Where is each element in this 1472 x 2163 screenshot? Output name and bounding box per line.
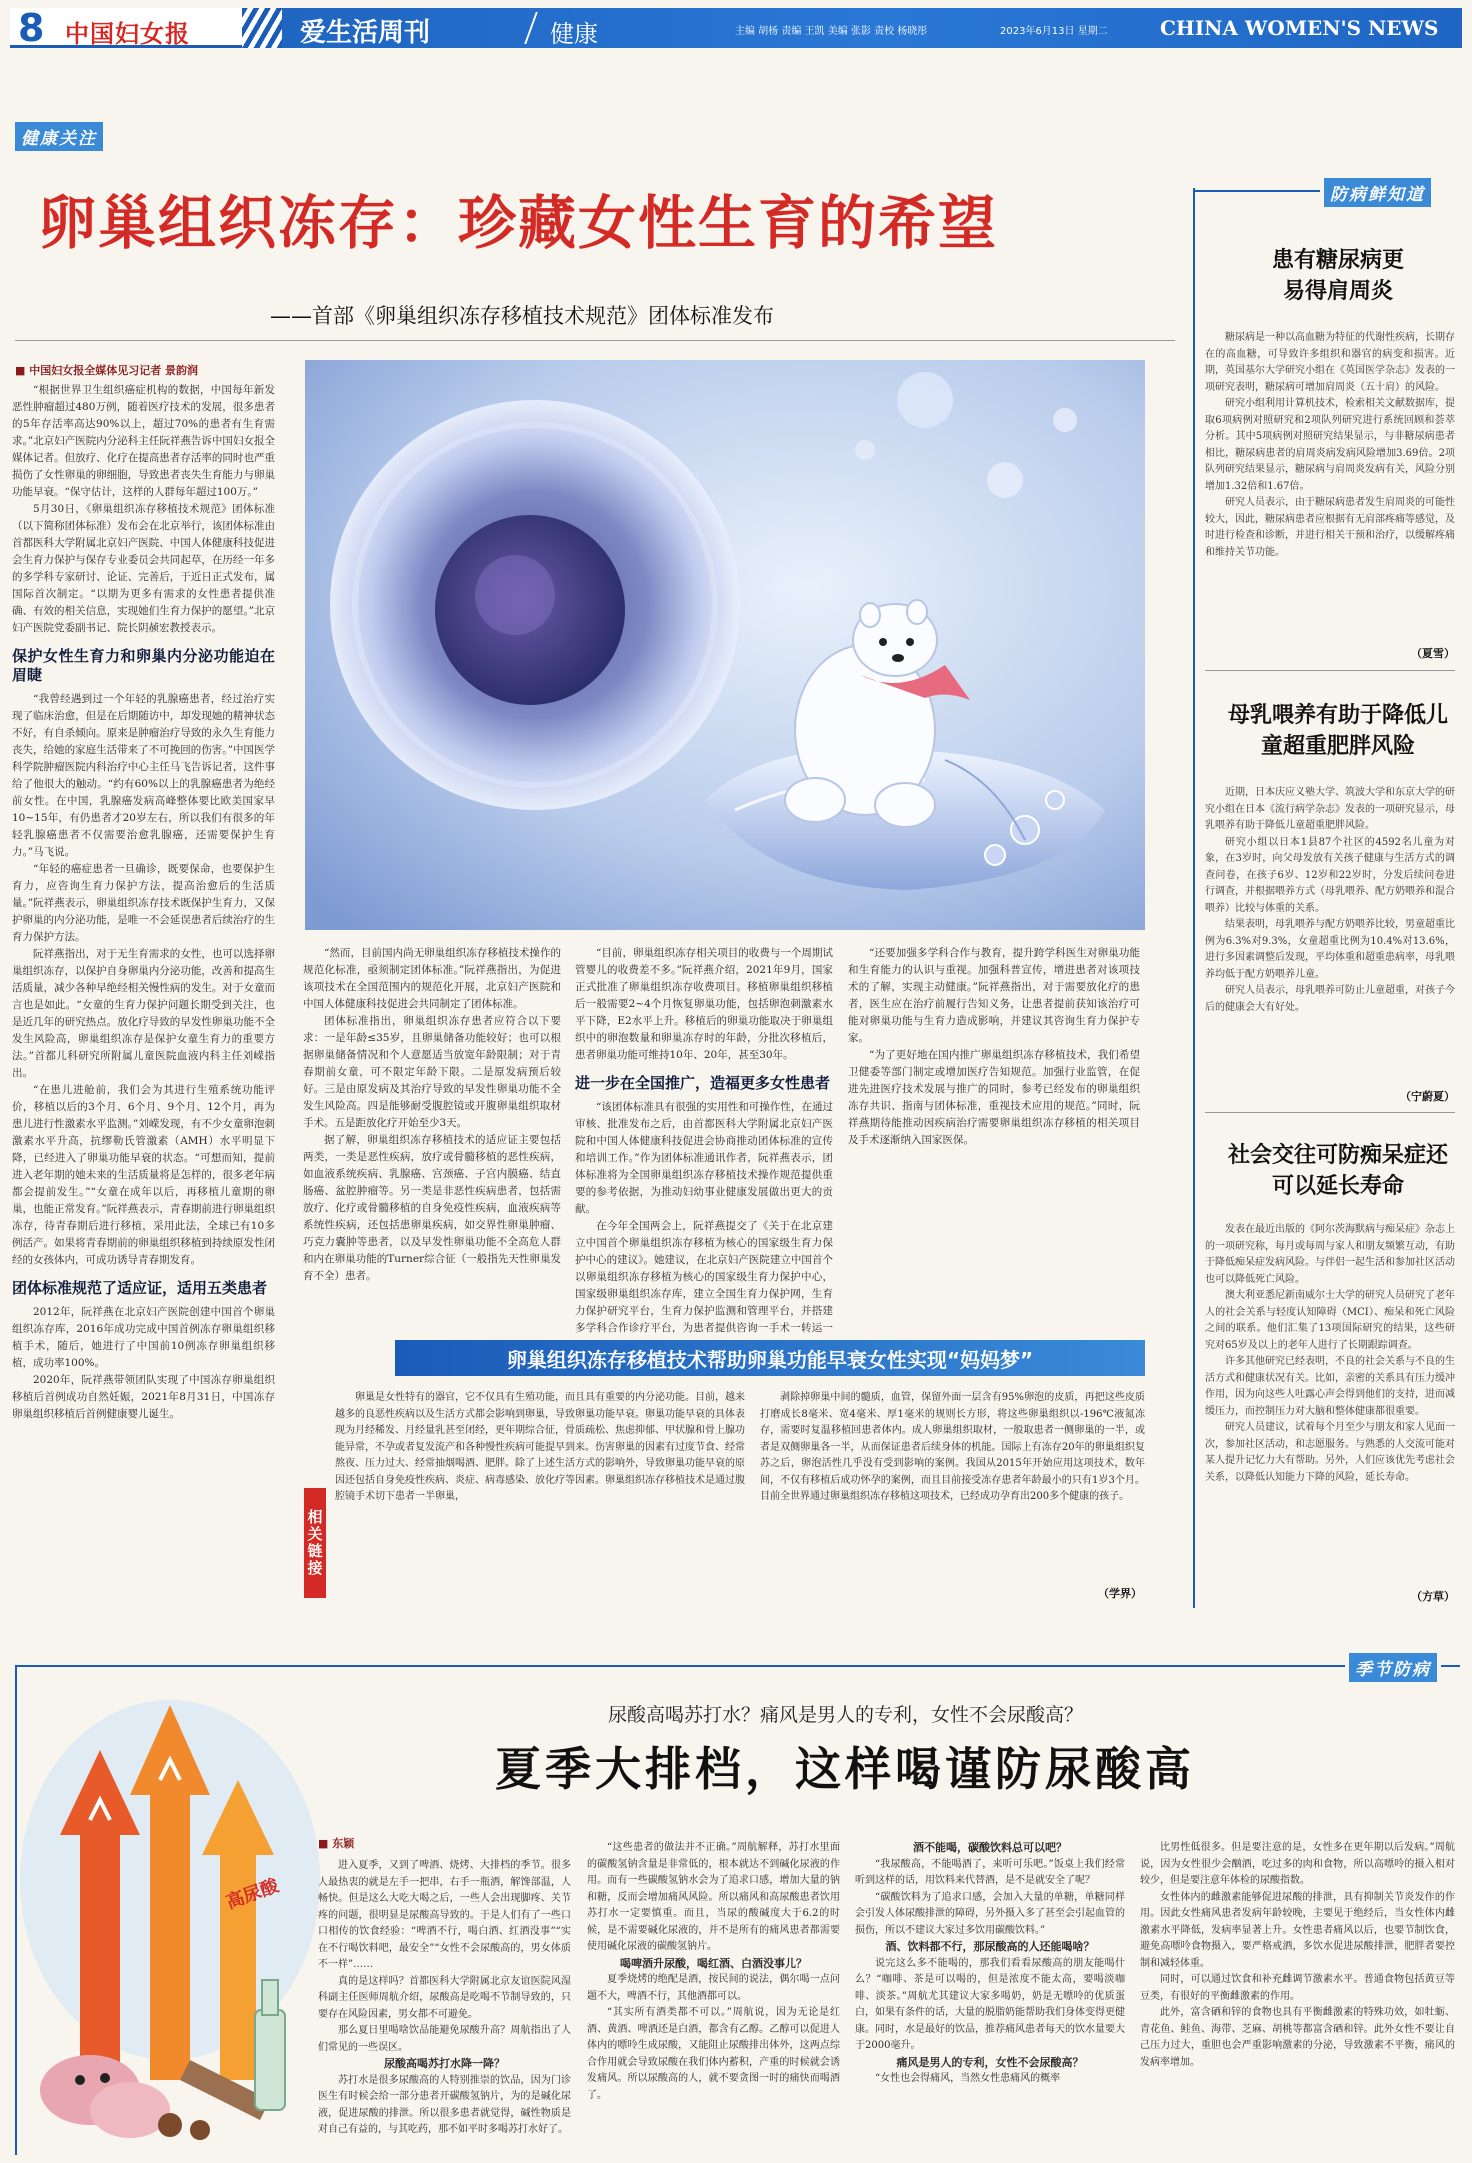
sidebar-article-3-source: （方草） — [1411, 1590, 1455, 1603]
uric-acid-cartoon-illustration — [20, 1680, 320, 2150]
paragraph: “女性也会得痛风，当然女性患痛风的概率 — [875, 2073, 1061, 2084]
paragraph: “碳酸饮料为了追求口感，会加入大量的单糖，单糖同样会引发人体尿酸排泄的障碍，另外摄入多了甚至会引起血管的损伤，所以不建议大家过多饮用碳酸饮料。” — [855, 1891, 1125, 1936]
bottom-kicker: 尿酸高喝苏打水？痛风是男人的专利，女性不会尿酸高？ — [608, 1704, 1084, 1726]
editors-line: 主编 胡杨 责编 王凯 美编 张影 责校 杨晓彤 — [735, 26, 928, 37]
related-link-label — [304, 1488, 326, 1598]
bottom-tag — [1345, 1653, 1441, 1682]
main-col-2 — [303, 945, 561, 1333]
sidebar-tag — [1320, 178, 1435, 207]
bottom-col-3 — [855, 1840, 1125, 2158]
main-subtitle: ——首部《卵巢组织冻存移植技术规范》团体标准发布 — [270, 304, 774, 328]
paragraph: 说完这么多不能喝的，那我们看看尿酸高的朋友能喝什么？“咖啡、茶是可以喝的，但是浓度不能太高，要喝淡咖啡、淡茶。”周航尤其建议大家多喝奶，奶是无嘌呤的优质蛋白，如果有条件的话，大量的脱脂奶能帮助我们身体变得更健康。同时，水是最好的饮品，推荐痛风患者每天的饮水量要大于2000毫升。 — [855, 1957, 1125, 2051]
paragraph: 进入夏季，又到了啤酒、烧烤、大排档的季节。很多人最热衷的就是左手一把串，右手一瓶酒，解馋部温，人畅快。但是这么大吃大喝之后，一些人会出现脚疼、关节疼的问题，很明显是尿酸高导致的。于是人们有了一些口口相传的饮食经验：“啤酒不行，喝白酒、红酒没事”“实在不行喝饮料吧，最安全”“女性不会尿酸高的，男女体质不一样”…… — [318, 1860, 571, 1970]
section-name: 爱生活周刊 — [300, 18, 431, 48]
related-link-col-1 — [335, 1390, 745, 1600]
subheading: 痛风是男人的专利，女性不会尿酸高？ — [896, 2055, 1084, 2069]
bottom-illustration — [20, 1680, 320, 2150]
paragraph: 据了解，卵巢组织冻存移植技术的适应证主要包括两类，一类是恶性疾病，放疗或骨髓移植的恶性疾病，如血液系统疾病、乳腺癌、宫颈癌、子宫内膜癌、结直肠癌、盆腔肿瘤等。另一类是非恶性疾病患者，包括需放疗、化疗或骨髓移植的自身免疫性疾病，血液疾病等系统性疾病，还包括患卵巢疾病，如交界性卵巢肿瘤、巧克力囊肿等患者，以及早发性卵巢功能不全高危人群和内在卵巢功能的Turner综合征（一般指先天性卵巢发育不全）患者。 — [303, 1134, 561, 1282]
bottom-col-2 — [587, 1840, 840, 2158]
english-name: CHINA WOMEN'S NEWS — [1160, 16, 1439, 40]
bottom-col-1 — [318, 1858, 571, 2158]
main-title: 卵巢组织冻存：珍藏女性生育的希望 — [38, 189, 999, 257]
sidebar-divider — [1205, 670, 1455, 671]
paragraph: 苏打水是很多尿酸高的人特别推崇的饮品，因为门诊医生有时候会给一部分患者开碳酸氢钠片，为的是碱化尿液，促进尿酸的排泄。所以很多患者就觉得，碱性物质是对自己有益的，与其吃药，那不如平时多喝苏打水好了。 — [318, 2074, 571, 2135]
related-link-col-2 — [760, 1390, 1145, 1585]
paragraph: “在患儿进舱前，我们会为其进行生殖系统功能评价，移植以后的3个月、6个月、9个月、12个月，再为患儿进行性激素水平监测。”刘嵘发现，有不少女童卵泡刺激素水平升高，抗缪勒氏管激素（AMH）水平明显下降，已经进入了卵巢功能早衰的状态。“可想而知，提前进入老年期的她未来的生活质量将是怎样的，很多老年病都会提前发生。”“女童在成年以后，再移植儿童期的卵巢，也能正常发育。”阮祥燕表示，青春期前进行卵巢组织冻存，待青春期后进行移植，采用此法，全球已有10多例活产。如果将青春期前的卵巢组织移植到持续原发性闭经的女孩体内，可成功诱导青春期发育。 — [12, 1084, 275, 1266]
subheading: 喝啤酒升尿酸，喝红酒、白酒没事儿？ — [620, 1956, 807, 1970]
header-slashes — [242, 8, 282, 48]
paragraph: “我曾经遇到过一个年轻的乳腺癌患者，经过治疗实现了临床治愈，但是在后期随访中，却发现她的精神状态不好，有自杀倾向。原来是肿瘤治疗导致的永久生育能力丧失，给她的家庭生活带来了不可挽回的伤害。”中国医学科学院肿瘤医院内科治疗中心主任马飞告诉记者，这件事给了他很大的触动。“约有60%以上的乳腺癌患者为绝经前女性。在中国，乳腺癌发病高峰整体要比欧美国家早10~15年，有仍患者才20岁左右，所以我们有很多的年轻乳腺癌患者不仅需要治愈乳腺癌，还需要保护生育力。”马飞说。 — [12, 693, 275, 858]
bottom-title: 夏季大排档，这样喝谨防尿酸高 — [495, 1742, 1195, 1796]
paragraph: 夏季烧烤的绝配是酒，按民间的说法，偶尔喝一点问题不大，啤酒不行，其他酒都可以。 — [587, 1974, 840, 2002]
paragraph: “然而，目前国内尚无卵巢组织冻存移植技术操作的规范化标准，亟须制定团体标准。”阮祥燕指出，为促进该项技术在全国范围内的规范化开展，北京妇产医院和中国人体健康科技促进会共同制定了团体标准。 — [303, 947, 561, 1010]
sidebar-article-1-source: （夏雪） — [1411, 647, 1455, 660]
paragraph: 此外，富含硒和锌的食物也具有平衡雌激素的特殊功效，如牡蛎、青花鱼、鲑鱼、海带、芝麻、胡桃等都富含硒和锌。此外女性不要让自己压力过大，重胆也会严重影响激素的分泌，导致激素不平衡，痛风的发病率增加。 — [1140, 2007, 1455, 2068]
paragraph: “目前，卵巢组织冻存相关项目的收费与一个周期试管婴儿的收费差不多。”阮祥燕介绍，2021年9月，国家正式批准了卵巢组织冻存收费项目。移植卵巢组织移植后一般需要2~4个月恢复卵巢功能，包括卵泡刺激素水平下降，E2水平上升。移植后的卵巢功能取决于卵巢组织中的卵泡数量和卵巢冻存时的年龄，分批次移植后，患者卵巢功能可维持10年、20年，甚至30年。 — [575, 947, 833, 1061]
tag-label: 健康关注 — [15, 122, 103, 151]
related-link-source: （学界） — [1098, 1587, 1142, 1600]
subheading: 酒、饮料都不行，那尿酸高的人还能喝啥？ — [885, 1940, 1095, 1953]
paragraph: “这些患者的做法并不正确。”周航解释，苏打水里面的碳酸氢钠含量是非常低的，根本就达不到碱化尿液的作用。而有一些碳酸氢钠水会为了追求口感，增加大量的钠和糖，反而会增加痛风风险。所以痛风和高尿酸患者饮用苏打水一定要慎重。而且，当尿的酸碱度大于6.2的时候，是不需要碱化尿液的，并不是所有的痛风患者都需要使用碱化尿液的碳酸氢钠片。 — [587, 1842, 840, 1952]
bottom-tag-label: 季节防病 — [1349, 1653, 1437, 1682]
sidebar-top-rule — [1193, 190, 1323, 192]
paragraph: 发表在最近出版的《阿尔茨海默病与痴呆症》杂志上的一项研究称，每月或每周与家人和朋友频繁互动，有助于降低痴呆症发病风险。与伴侣一起生活和参加社区活动也可以降低死亡风险。 — [1205, 1224, 1455, 1285]
paragraph: 同时，可以通过饮食和补充雌调节激素水平。普通食物包括黄豆等豆类，有很好的平衡雌激素的作用。 — [1140, 1974, 1455, 2002]
paper-name: 中国妇女报 — [65, 19, 190, 48]
paragraph: “根据世界卫生组织癌症机构的数据，中国每年新发恶性肿瘤超过480万例，随着医疗技术的发展，很多患者的5年存活率高达90%以上，超过70%的患者有生育需求。”北京妇产医院内分泌科主任阮祥燕告诉中国妇女报全媒体记者。但放疗、化疗在提高患者存活率的同时也严重损伤了女性卵巢的卵细胞，导致患者丧失生育能力与卵巢功能早衰。“保守估计，这样的人群每年超过100万。” — [12, 384, 275, 498]
main-col-4 — [848, 945, 1140, 1333]
paragraph: 真的是这样吗？首都医科大学附属北京友谊医院风湿科副主任医师周航介绍，尿酸高是吃喝不节制导致的，只要存在风险因素，男女都不可避免。 — [318, 1975, 571, 2020]
ovary-polar-bear-illustration — [305, 360, 1145, 930]
paragraph: 卵巢是女性特有的器官，它不仅具有生殖功能，而且具有重要的内分泌功能。目前，越来越多的良恶性疾病以及生活方式都会影响到卵巢，导致卵巢功能早衰。卵巢功能早衰的具体表现为月经稀发、月经量乳甚至闭经，更年期综合征，骨质疏松、焦虑抑郁、甲状腺和骨上腺功能异常，不孕或者复发流产和各种慢性疾病可能提早到来。伤害卵巢的因素有过度节食、经常熬夜、压力过大、经常抽烟喝酒、肥胖。除了上述生活方式的影响外，导致卵巢功能早衰的原因还包括自身免疫性疾病、炎症、病毒感染、放化疗等因素。卵巢组织冻存移植技术是通过腹腔镜手术切下患者一半卵巢， — [335, 1392, 745, 1502]
illustration-label: 高尿酸 — [223, 1875, 282, 1914]
bottom-col-4 — [1140, 1840, 1455, 2158]
main-article-tag — [15, 122, 103, 151]
paragraph: 研究小组以日本1县87个社区的4592名儿童为对象，在3岁时，向父母发放有关孩子健康与生活方式的调查问卷，在孩子6岁、12岁和22岁时，分发后续问卷进行调查，并根据喂养方式（母乳喂养、配方奶喂养和混合喂养）比较与体重的关系。 — [1205, 836, 1455, 914]
paragraph: “年轻的癌症患者一旦确诊，既要保命，也要保护生育力，应咨询生育力保护方法，提高治愈后的生活质量。”阮祥燕表示，卵巢组织冻存技术既保护生育力，又保护卵巢的内分泌功能，是唯一不会延误患者后续治疗的生育力保护方法。 — [12, 863, 275, 943]
subheading: 保护女性生育力和卵巢内分泌功能迫在眉睫 — [12, 647, 275, 684]
paragraph: 2012年，阮祥燕在北京妇产医院创建中国首个卵巢组织冻存库，2016年成功完成中国首例冻存卵巢组织移植手术，随后，她进行了中国前10例冻存卵巢组织移植，成功率100%。 — [12, 1306, 275, 1369]
related-link-text: 相关链接 — [305, 1509, 324, 1577]
paragraph: “其实所有酒类都不可以。”周航说，因为无论是红酒、黄酒、啤酒还是白酒，都含有乙醇。乙醇可以促进人体内的嘌呤生成尿酸，又能阻止尿酸排出体外，这两点综合作用就会导致尿酸在我们体内蓄积，产重的时候就会诱发痛风。所以尿酸高的人，就不要贪图一时的痛快而喝酒了。 — [587, 2007, 840, 2101]
main-title-rule — [15, 340, 1175, 341]
issue-date: 2023年6月13日 星期二 — [1000, 26, 1108, 37]
paragraph: 研究小组利用计算机技术，检索相关文献数据库，提取6项病例对照研究和2项队列研究进行系统回顾和荟萃分析。其中5项病例对照研究结果显示，与非糖尿病患者相比，糖尿病患者的肩周炎病发病风险增加3.69倍。2项队列研究结果显示，糖尿病与肩周炎发病有关，风险分别增加1.32倍和1.67倍。 — [1205, 398, 1455, 492]
subheading: 团体标准规范了适应证，适用五类患者 — [12, 1279, 268, 1297]
subheading: 进一步在全国推广，造福更多女性患者 — [575, 1074, 831, 1092]
paragraph: “还要加强多学科合作与教育，提升跨学科医生对卵巢功能和生育能力的认识与重视。加强科普宣传，增进患者对该项技术的了解，实现主动健康。”阮祥燕指出，对于需要放化疗的患者，医生应在治疗前履行告知义务，让患者提前获知该治疗可能对卵巢功能与生育力造成影响，并建议其咨询生育力保护专家。 — [848, 947, 1140, 1044]
sidebar-article-2-body — [1205, 785, 1455, 1085]
paragraph: 5月30日，《卵巢组织冻存移植技术规范》团体标准（以下简称团体标准）发布会在北京举行，该团体标准由首都医科大学附属北京妇产医院、中国人体健康科技促进会生育力保护与保存专业委员会共同起草，在历经一年多的多学科专家研讨、论证、完善后，于近日正式发布，属国际首次制定。“以期为更多有需求的女性患者提供准确、有效的相关信息，实现她们生育力保护的愿望。”北京妇产医院党委副书记、院长阴赪宏教授表示。 — [12, 503, 275, 634]
paragraph: “为了更好地在国内推广卵巢组织冻存移植技术，我们希望卫健委等部门制定或增加医疗告知规范。加强行业监管，在促进先进医疗技术发展与推广的同时，参考已经发布的卵巢组织冻存共识、指南与团体标准，重视技术应用的规范。”同时，阮祥燕期待能推动因疾病治疗需要卵巢组织冻存移植的相关项目及手术逐渐纳入国家医保。 — [848, 1049, 1140, 1146]
paragraph: 研究人员建议，试着每个月至少与朋友和家人见面一次，参加社区活动，和志愿服务。与熟悉的人交流可能对某人提升记忆力大有帮助。另外，人们应该优先考虑社会关系，以降低认知能力下降的风险，延长寿命。 — [1205, 1422, 1455, 1483]
sidebar-article-1-title: 患有糖尿病更易得肩周炎 — [1271, 247, 1404, 304]
paragraph: 女性体内的雌激素能够促进尿酸的排泄，具有抑制关节炎发作的作用。因此女性痛风患者发病年龄较晚，主要见于绝经后，当女性体内雌激素水平降低，发病率显著上升。女性患者痛风以后，也要节制饮食，避免高嘌呤食物摄入，要严格戒酒，多饮水促进尿酸排泄，肥胖者要控制和减轻体重。 — [1140, 1891, 1455, 1969]
paragraph: 研究人员表示，由于糖尿病患者发生肩周炎的可能性较大，因此，糖尿病患者应根据有无肩部疼痛等感觉，及时进行检查和诊断，并进行相关干预和治疗，以缓解疼痛和维持关节功能。 — [1205, 497, 1455, 558]
main-col-1 — [12, 382, 275, 1592]
subheading: 酒不能喝，碳酸饮料总可以吧？ — [913, 1841, 1067, 1854]
paragraph: 近期，日本庆应义塾大学、筑波大学和东京大学的研究小组在日本《流行病学杂志》发表的一项研究显示，母乳喂养有助于降低儿童超重肥胖风险。 — [1205, 787, 1455, 831]
sidebar-divider — [1205, 1112, 1455, 1113]
sidebar-article-2-title: 母乳喂养有助于降低儿童超重肥胖风险 — [1228, 702, 1449, 759]
paragraph: “该团体标准具有很强的实用性和可操作性，在通过审核、批准发布之后，由首都医科大学附属北京妇产医院和中国人体健康科技促进会协商推动团体标准的宣传和培训工作。”作为团体标准通讯作者，阮祥燕表示，团体标准将为全国卵巢组织冻存移植技术操作规范提供重要的参考依据，为推动妇幼事业健康发展做出更大的贡献。 — [575, 1101, 833, 1215]
paragraph: 澳大利亚悉尼新南威尔士大学的研究人员研究了老年人的社会关系与轻度认知障碍（MCI）、痴呆和死亡风险之间的联系。他们汇集了13项国际研究的结果，这些研究对65岁及以上的老年人进行了长期跟踪调查。 — [1205, 1290, 1455, 1351]
subheading: 尿酸高喝苏打水降一降？ — [384, 2057, 505, 2070]
sidebar-article-3-title: 社会交往可防痴呆症还可以延长寿命 — [1228, 1142, 1449, 1199]
sidebar-article-2-source: （宁蔚夏） — [1400, 1090, 1455, 1103]
banner-text: 卵巢组织冻存移植技术帮助卵巢功能早衰女性实现“妈妈梦” — [506, 1347, 1034, 1372]
byline: ■ 中国妇女报全媒体见习记者 景韵润 — [15, 364, 199, 377]
main-col-3 — [575, 945, 833, 1333]
subsection-name: 健康 — [550, 20, 598, 48]
sidebar-article-1-body — [1205, 330, 1455, 632]
bottom-byline: ■ 东颖 — [318, 1837, 355, 1850]
section-banner — [395, 1340, 1145, 1376]
paragraph: 结果表明，母乳喂养与配方奶喂养比较，男童超重比例为6.3%对9.3%，女童超重比例为10.4%对13.6%，进行多因素调整后发现，平均体重和超重患病率，母乳喂养均低于配方奶喂养儿童。 — [1205, 919, 1455, 980]
paragraph: 许多其他研究已经表明，不良的社会关系与不良的生活方式和健康状况有关。比如，亲密的关系具有压力缓冲作用，因为向这些人吐露心声会得到他们的支持，进而减缓压力，而控制压力对大脑和整体健康都很重要。 — [1205, 1356, 1455, 1417]
page-header — [10, 8, 1462, 48]
paragraph: 阮祥燕指出，对于无生育需求的女性，也可以选择卵巢组织冻存，以保护自身卵巢内分泌功能，改善和提高生活质量，减少各种早绝经相关慢性病的发生。对于女童而言也是如此。“女童的生育力保护问题长期受到关注，也是近几年的研究热点。放化疗导致的早发性卵巢功能不全发生风险高，卵巢组织冻存是保护女童生育力的重要方法。”首都儿科研究所附属儿童医院血液内科主任刘嵘指出。 — [12, 948, 275, 1079]
page-number: 8 — [18, 6, 45, 50]
paragraph: 比男性低很多。但是要注意的是，女性多在更年期以后发病。”周航说，因为女性很少会酗酒，吃过多的肉和食物，所以高嘌呤的摄入相对较少，但是要注意年体检的尿酸指数。 — [1140, 1842, 1455, 1886]
paragraph: 团体标准指出，卵巢组织冻存患者应符合以下要求：一是年龄≤35岁，且卵巢储备功能较好；也可以根据卵巢储备情况和个人意愿适当放宽年龄限制；对于青春期前女童，可不限定年龄下限。二是原发病预后较好。三是由原发病及其治疗导致的早发性卵巢功能不全发生风险高。四是能够耐受腹腔镜或开腹卵巢组织取材手术。五是距放化疗开始至少3天。 — [303, 1015, 561, 1129]
paragraph: 剥除掉卵巢中间的髓质，血管，保留外面一层含有95%卵泡的皮质，再把这些皮质打磨成长8毫米、宽4毫米、厚1毫米的规则长方形，将这些卵巢组织以-196℃液氮冻存，需要时复温移植回患者体内。成人卵巢组织取材，一般取患者一侧卵巢的一半，或者是双侧卵巢各一半，从而保证患者后续身体的机能。国际上有冻存20年的卵巢组织复苏之后，卵泡活性几乎没有受到影响的案例。我国从2015年开始应用这项技术，数年间，不仅有移植后成功怀孕的案例，而且目前接受冻存患者年龄最小的只有1岁3个月。目前全世界通过卵巢组织冻存移植这项技术，已经成功孕育出200多个健康的孩子。 — [760, 1392, 1145, 1502]
paragraph: 2020年，阮祥燕带领团队实现了中国冻存卵巢组织移植后首例成功自然妊娠，2021年8月31日，中国冻存卵巢组织移植后首例健康婴儿诞生。 — [12, 1374, 275, 1420]
paragraph: 在今年全国两会上，阮祥燕提交了《关于在北京建立中国首个卵巢组织冻存移植为核心的国家级生育力保护中心的建议》。她建议，在北京妇产医院建立中国首个以卵巢组织冻存移植为核心的国家级生育力保护中心，国家级卵巢组织冻存库，建立全国生育力保护网，生育力保护研究平台，生育力保护监测和管理平台，并搭建多学科合作诊疗平台，为患者提供咨询一手术一转运一 — [575, 1220, 833, 1333]
paragraph: 研究人员表示，母乳喂养可防止儿童超重，对孩子今后的健康会大有好处。 — [1205, 985, 1455, 1013]
paragraph: “我尿酸高，不能喝酒了，来听可乐吧。”饭桌上我们经常听到这样的话，用饮料来代替酒，是不是就安全了呢？ — [855, 1858, 1125, 1886]
paragraph: 那么夏日里喝啥饮品能避免尿酸升高？周航指出了人们常见的一些误区。 — [318, 2025, 571, 2053]
paragraph: 糖尿病是一种以高血糖为特征的代谢性疾病，长期存在的高血糖，可导致许多组织和器官的病变和损害。近期，英国基尔大学研究小组在《英国医学杂志》发表的一项研究表明，糖尿病可增加肩周炎（五十肩）的风险。 — [1205, 332, 1455, 393]
sidebar-tag-label: 防病鲜知道 — [1324, 178, 1431, 207]
main-illustration — [305, 360, 1145, 930]
sidebar-article-3-body — [1205, 1222, 1455, 1584]
